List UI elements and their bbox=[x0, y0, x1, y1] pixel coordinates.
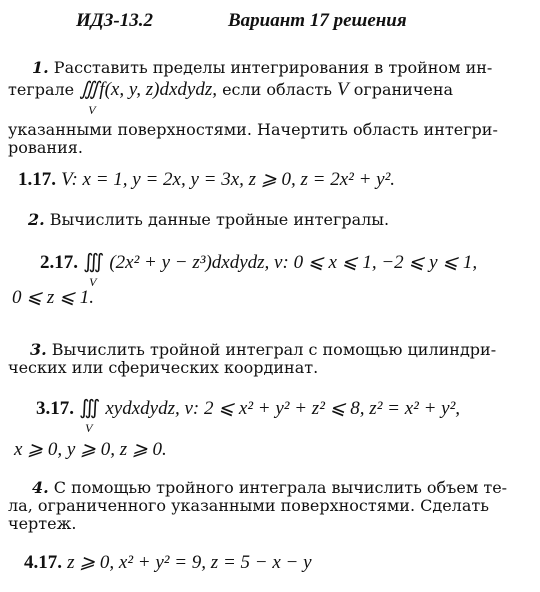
problem3-integral-region: V bbox=[85, 421, 93, 435]
task1-integral bbox=[79, 79, 217, 117]
variant-title: Вариант 17 решения bbox=[228, 10, 407, 31]
problem4-label: 4.17. bbox=[24, 552, 62, 573]
task2 bbox=[28, 210, 389, 230]
task3-number: 3. bbox=[30, 340, 47, 359]
problem3-label: 3.17. bbox=[36, 398, 74, 419]
problem3-expr: xydxdydz, v: 2 ⩽ x² + y² + z² ⩽ 8, z² = x² + y², bbox=[105, 398, 461, 419]
problem1-label: 1.17. bbox=[18, 169, 56, 190]
problem2-integral-region: V bbox=[89, 275, 97, 289]
problem3 bbox=[36, 397, 461, 435]
problem3-integral bbox=[79, 397, 101, 435]
task1-integral-expr: ∭f(x, y, z)dxdydz, bbox=[79, 79, 217, 100]
task1-text-line1: Расставить пределы интегрирования в тройном ин- bbox=[53, 58, 493, 77]
task1-line2 bbox=[8, 79, 454, 117]
task3-line2: ческих или сферических координат. bbox=[8, 358, 319, 377]
task1-text-post: если область bbox=[222, 80, 332, 99]
document-code: ИДЗ-13.2 bbox=[76, 10, 154, 31]
task4-line2: ла, ограниченного указанными поверхностями. Сделать bbox=[8, 496, 489, 515]
problem2-integral-sign: ∭ bbox=[83, 251, 105, 273]
problem2-expr2: 0 ⩽ z ⩽ 1. bbox=[12, 287, 94, 308]
task1-region-var: V bbox=[337, 79, 349, 100]
task3-line1 bbox=[30, 340, 496, 360]
task4-number: 4. bbox=[32, 478, 49, 497]
task1-integral-region: V bbox=[88, 103, 96, 117]
task3-text-line1: Вычислить тройной интеграл с помощью цилиндри- bbox=[51, 340, 497, 359]
task4-text-line1: С помощью тройного интеграла вычислить объем те- bbox=[53, 478, 508, 497]
problem2 bbox=[40, 251, 478, 289]
task1-number: 1. bbox=[32, 58, 49, 77]
task4-line3: чертеж. bbox=[8, 514, 77, 533]
task1-line3: указанными поверхностями. Начертить область интегри- bbox=[8, 120, 498, 139]
task1-line1 bbox=[32, 58, 492, 78]
problem2-integral bbox=[83, 251, 105, 289]
task2-number: 2. bbox=[28, 210, 45, 229]
task1-text-pre: теграле bbox=[8, 80, 75, 99]
problem2-label: 2.17. bbox=[40, 252, 78, 273]
problem2-expr: (2x² + y − z³)dxdydz, v: 0 ⩽ x ⩽ 1, −2 ⩽ y ⩽ 1, bbox=[109, 252, 478, 273]
task1-line4: рования. bbox=[8, 138, 83, 157]
problem1-expr: V: x = 1, y = 2x, y = 3x, z ⩾ 0, z = 2x² + y². bbox=[61, 169, 396, 190]
task1-text-end: ограничена bbox=[353, 80, 454, 99]
problem4-expr: z ⩾ 0, x² + y² = 9, z = 5 − x − y bbox=[67, 552, 312, 573]
problem3-integral-sign: ∭ bbox=[79, 397, 101, 419]
task4-line1 bbox=[32, 478, 507, 498]
problem1 bbox=[18, 170, 395, 190]
problem4 bbox=[24, 553, 312, 573]
task2-text: Вычислить данные тройные интегралы. bbox=[49, 210, 390, 229]
problem3-expr2: x ⩾ 0, y ⩾ 0, z ⩾ 0. bbox=[14, 439, 167, 460]
